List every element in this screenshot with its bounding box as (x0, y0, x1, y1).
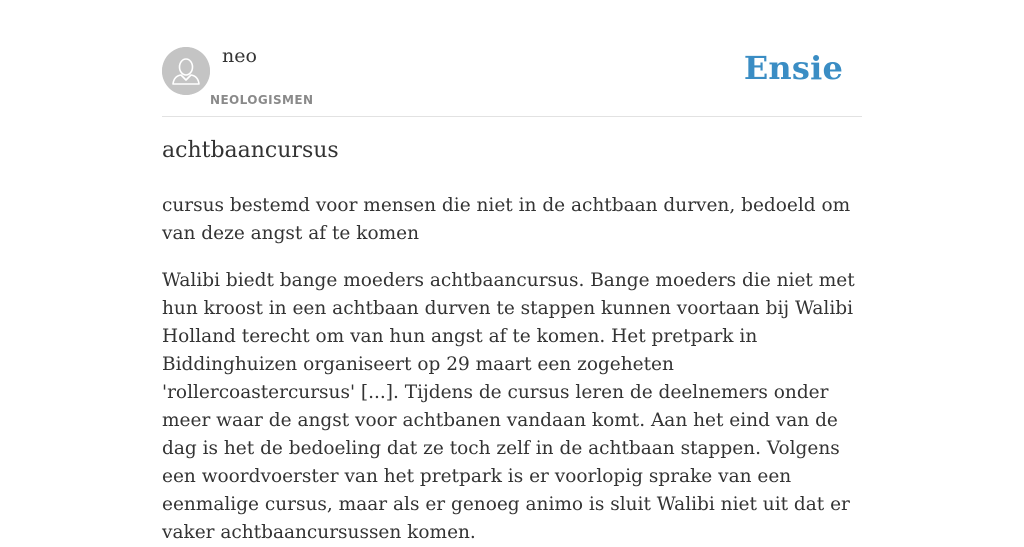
category-label[interactable]: NEOLOGISMEN (210, 93, 314, 107)
author-name[interactable]: neo (222, 45, 257, 67)
brand-logo[interactable]: Ensie (743, 49, 843, 87)
page-title: achtbaancursus (162, 138, 339, 163)
example-text: Walibi biedt bange moeders achtbaancursus. Bange moeders die niet met hun kroost in een achtbaan durven te stappen kunnen voortaan bij Walibi Holland terecht om van hun angst af te komen. Het pretpark in Biddinghuizen organiseert op 29 maart een zogeheten 'rollercoastercursus' [...]. Tijdens de cursus leren de deelnemers onder meer waar de angst voor achtbanen vandaan komt. Aan het eind van de dag is het de bedoeling dat ze toch zelf in de achtbaan stappen. Volgens een woordvoerster van het pretpark is er voorlopig sprake van een eenmalige cursus, maar als er genoeg animo is sluit Walibi niet uit dat er vaker achtbaancursussen komen. (162, 270, 855, 543)
definition-text: cursus bestemd voor mensen die niet in de achtbaan durven, bedoeld om van deze angst af te komen (162, 195, 851, 244)
user-avatar-icon[interactable] (162, 47, 210, 95)
page (162, 0, 862, 543)
header (162, 0, 862, 117)
